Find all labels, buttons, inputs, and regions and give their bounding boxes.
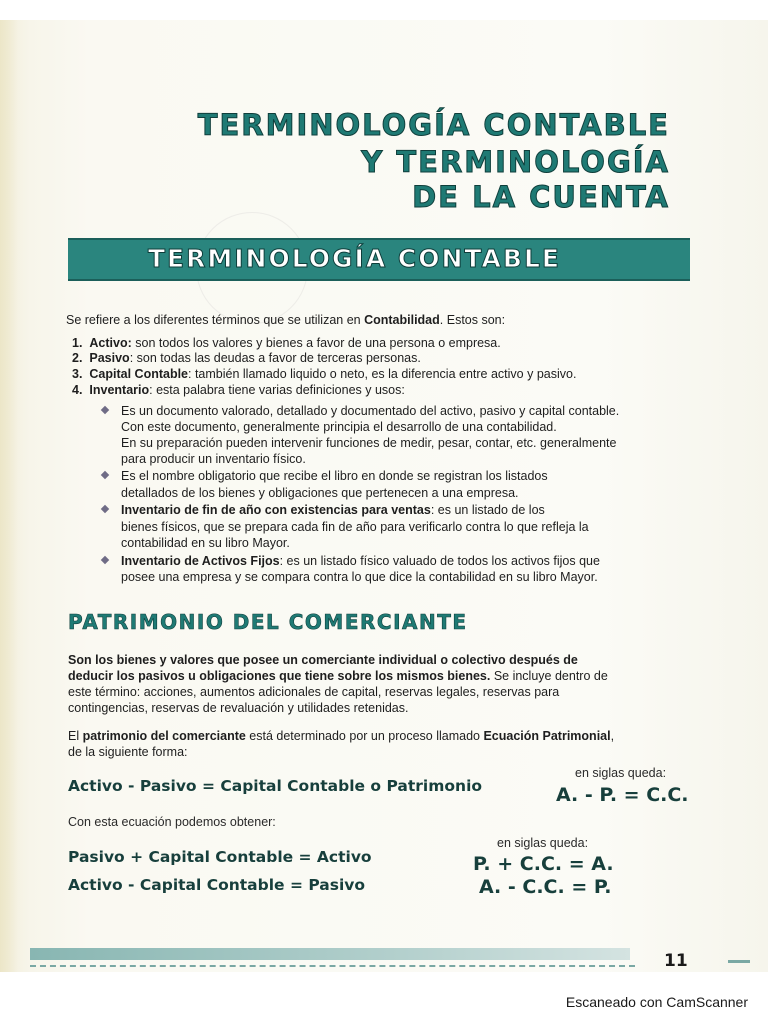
intro-paragraph [66, 312, 505, 328]
ecuacion-text: está determinado por un proceso llamado [245, 729, 484, 743]
list-item [72, 335, 501, 351]
ecuacion-line: de la siguiente forma: [68, 745, 188, 759]
bullet-term: Inventario de fin de año con existencias para ventas [121, 503, 431, 517]
item-text: : esta palabra tiene varias definiciones y usos: [149, 383, 405, 397]
bullet-line [121, 553, 600, 569]
bullet-line: Es un documento valorado, detallado y documentado del activo, pasivo y capital contable. [121, 404, 620, 418]
patrimonio-line: Son los bienes y valores que posee un comerciante individual o colectivo después de [68, 653, 578, 667]
ecuacion-text: El [68, 729, 83, 743]
title-line-3: DE LA CUENTA [412, 180, 670, 214]
list-item [72, 382, 405, 398]
bullet-text: : es un listado físico valuado de todos los activos fijos que [279, 554, 600, 568]
patrimonio-line: este término: acciones, aumentos adicionales de capital, reservas legales, reservas para [68, 685, 560, 699]
bullet-line: En su preparación pueden intervenir funciones de medir, pesar, contar, etc. generalmente [121, 436, 617, 450]
bullet-line [121, 502, 545, 518]
bullet-line: Con este documento, generalmente principia el desarrollo de una contabilidad. [121, 420, 557, 434]
siglas-a: P. + C.C. = A. [473, 853, 614, 875]
list-item [72, 366, 576, 382]
ecuacion-bold: patrimonio del comerciante [82, 729, 246, 743]
item-term: Activo: [89, 336, 132, 350]
bullet-text: : es un listado de los [430, 503, 545, 517]
footer-bar [30, 948, 630, 960]
item-number: 3. [72, 367, 83, 381]
camscanner-watermark: Escaneado con CamScanner [565, 994, 748, 1010]
patrimonio-rest: Se incluye dentro de [490, 669, 608, 683]
footer-dashes [30, 965, 635, 967]
bullet-line: bienes físicos, que se prepara cada fin de año para verificarlo contra lo que refleja la [121, 520, 589, 534]
intro-after: . Estos son: [439, 313, 506, 327]
item-text: : son todas las deudas a favor de terceras personas. [129, 351, 421, 365]
page-number: 11 [664, 951, 688, 971]
banner-title: TERMINOLOGÍA CONTABLE [148, 244, 561, 273]
footer-mark [728, 960, 750, 963]
page-edge-shadow [0, 20, 18, 972]
patrimonio-line: contingencias, reservas de revaluación y utilidades retenidas. [68, 701, 409, 715]
siglas-main: A. - P. = C.C. [556, 784, 689, 806]
bullet-line: para producir un inventario físico. [121, 452, 306, 466]
section-title: PATRIMONIO DEL COMERCIANTE [68, 610, 468, 634]
item-number: 1. [72, 336, 83, 350]
ecuacion-bold: Ecuación Patrimonial [483, 729, 611, 743]
intro-bold: Contabilidad [364, 313, 440, 327]
item-number: 2. [72, 351, 83, 365]
bullet-line: detallados de los bienes y obligaciones que pertenecen a una empresa. [121, 486, 519, 500]
item-text: : también llamado liquido o neto, es la diferencia entre activo y pasivo. [188, 367, 577, 381]
item-number: 4. [72, 383, 83, 397]
bullet-term: Inventario de Activos Fijos [121, 554, 280, 568]
item-term: Inventario [89, 383, 150, 397]
section-banner [68, 238, 690, 281]
patrimonio-bold: deducir los pasivos u obligaciones que tiene sobre los mismos bienes. [68, 669, 491, 683]
obtain-text: Con esta ecuación podemos obtener: [68, 815, 276, 829]
title-line-2: Y TERMINOLOGÍA [361, 145, 670, 179]
item-term: Capital Contable [89, 367, 189, 381]
siglas-label: en siglas queda: [575, 766, 667, 780]
item-text: son todos los valores y bienes a favor de una persona o empresa. [131, 336, 501, 350]
title-line-1: TERMINOLOGÍA CONTABLE [197, 108, 670, 142]
bullet-line: Es el nombre obligatorio que recibe el libro en donde se registran los listados [121, 469, 548, 483]
ecuacion-text: , [610, 729, 615, 743]
formula-b: Activo - Capital Contable = Pasivo [68, 876, 366, 894]
list-item [72, 350, 421, 366]
intro-text: Se refiere a los diferentes términos que se utilizan en [66, 313, 365, 327]
siglas-label: en siglas queda: [497, 836, 589, 850]
siglas-b: A. - C.C. = P. [479, 876, 612, 898]
bullet-line: contabilidad en su libro Mayor. [121, 536, 290, 550]
ecuacion-line [68, 728, 614, 744]
item-term: Pasivo [89, 351, 130, 365]
patrimonio-line [68, 668, 608, 684]
formula-main: Activo - Pasivo = Capital Contable o Patrimonio [68, 777, 483, 795]
formula-a: Pasivo + Capital Contable = Activo [68, 848, 372, 866]
bullet-line: posee una empresa y se compara contra lo que dice la contabilidad en su libro Mayor. [121, 570, 598, 584]
